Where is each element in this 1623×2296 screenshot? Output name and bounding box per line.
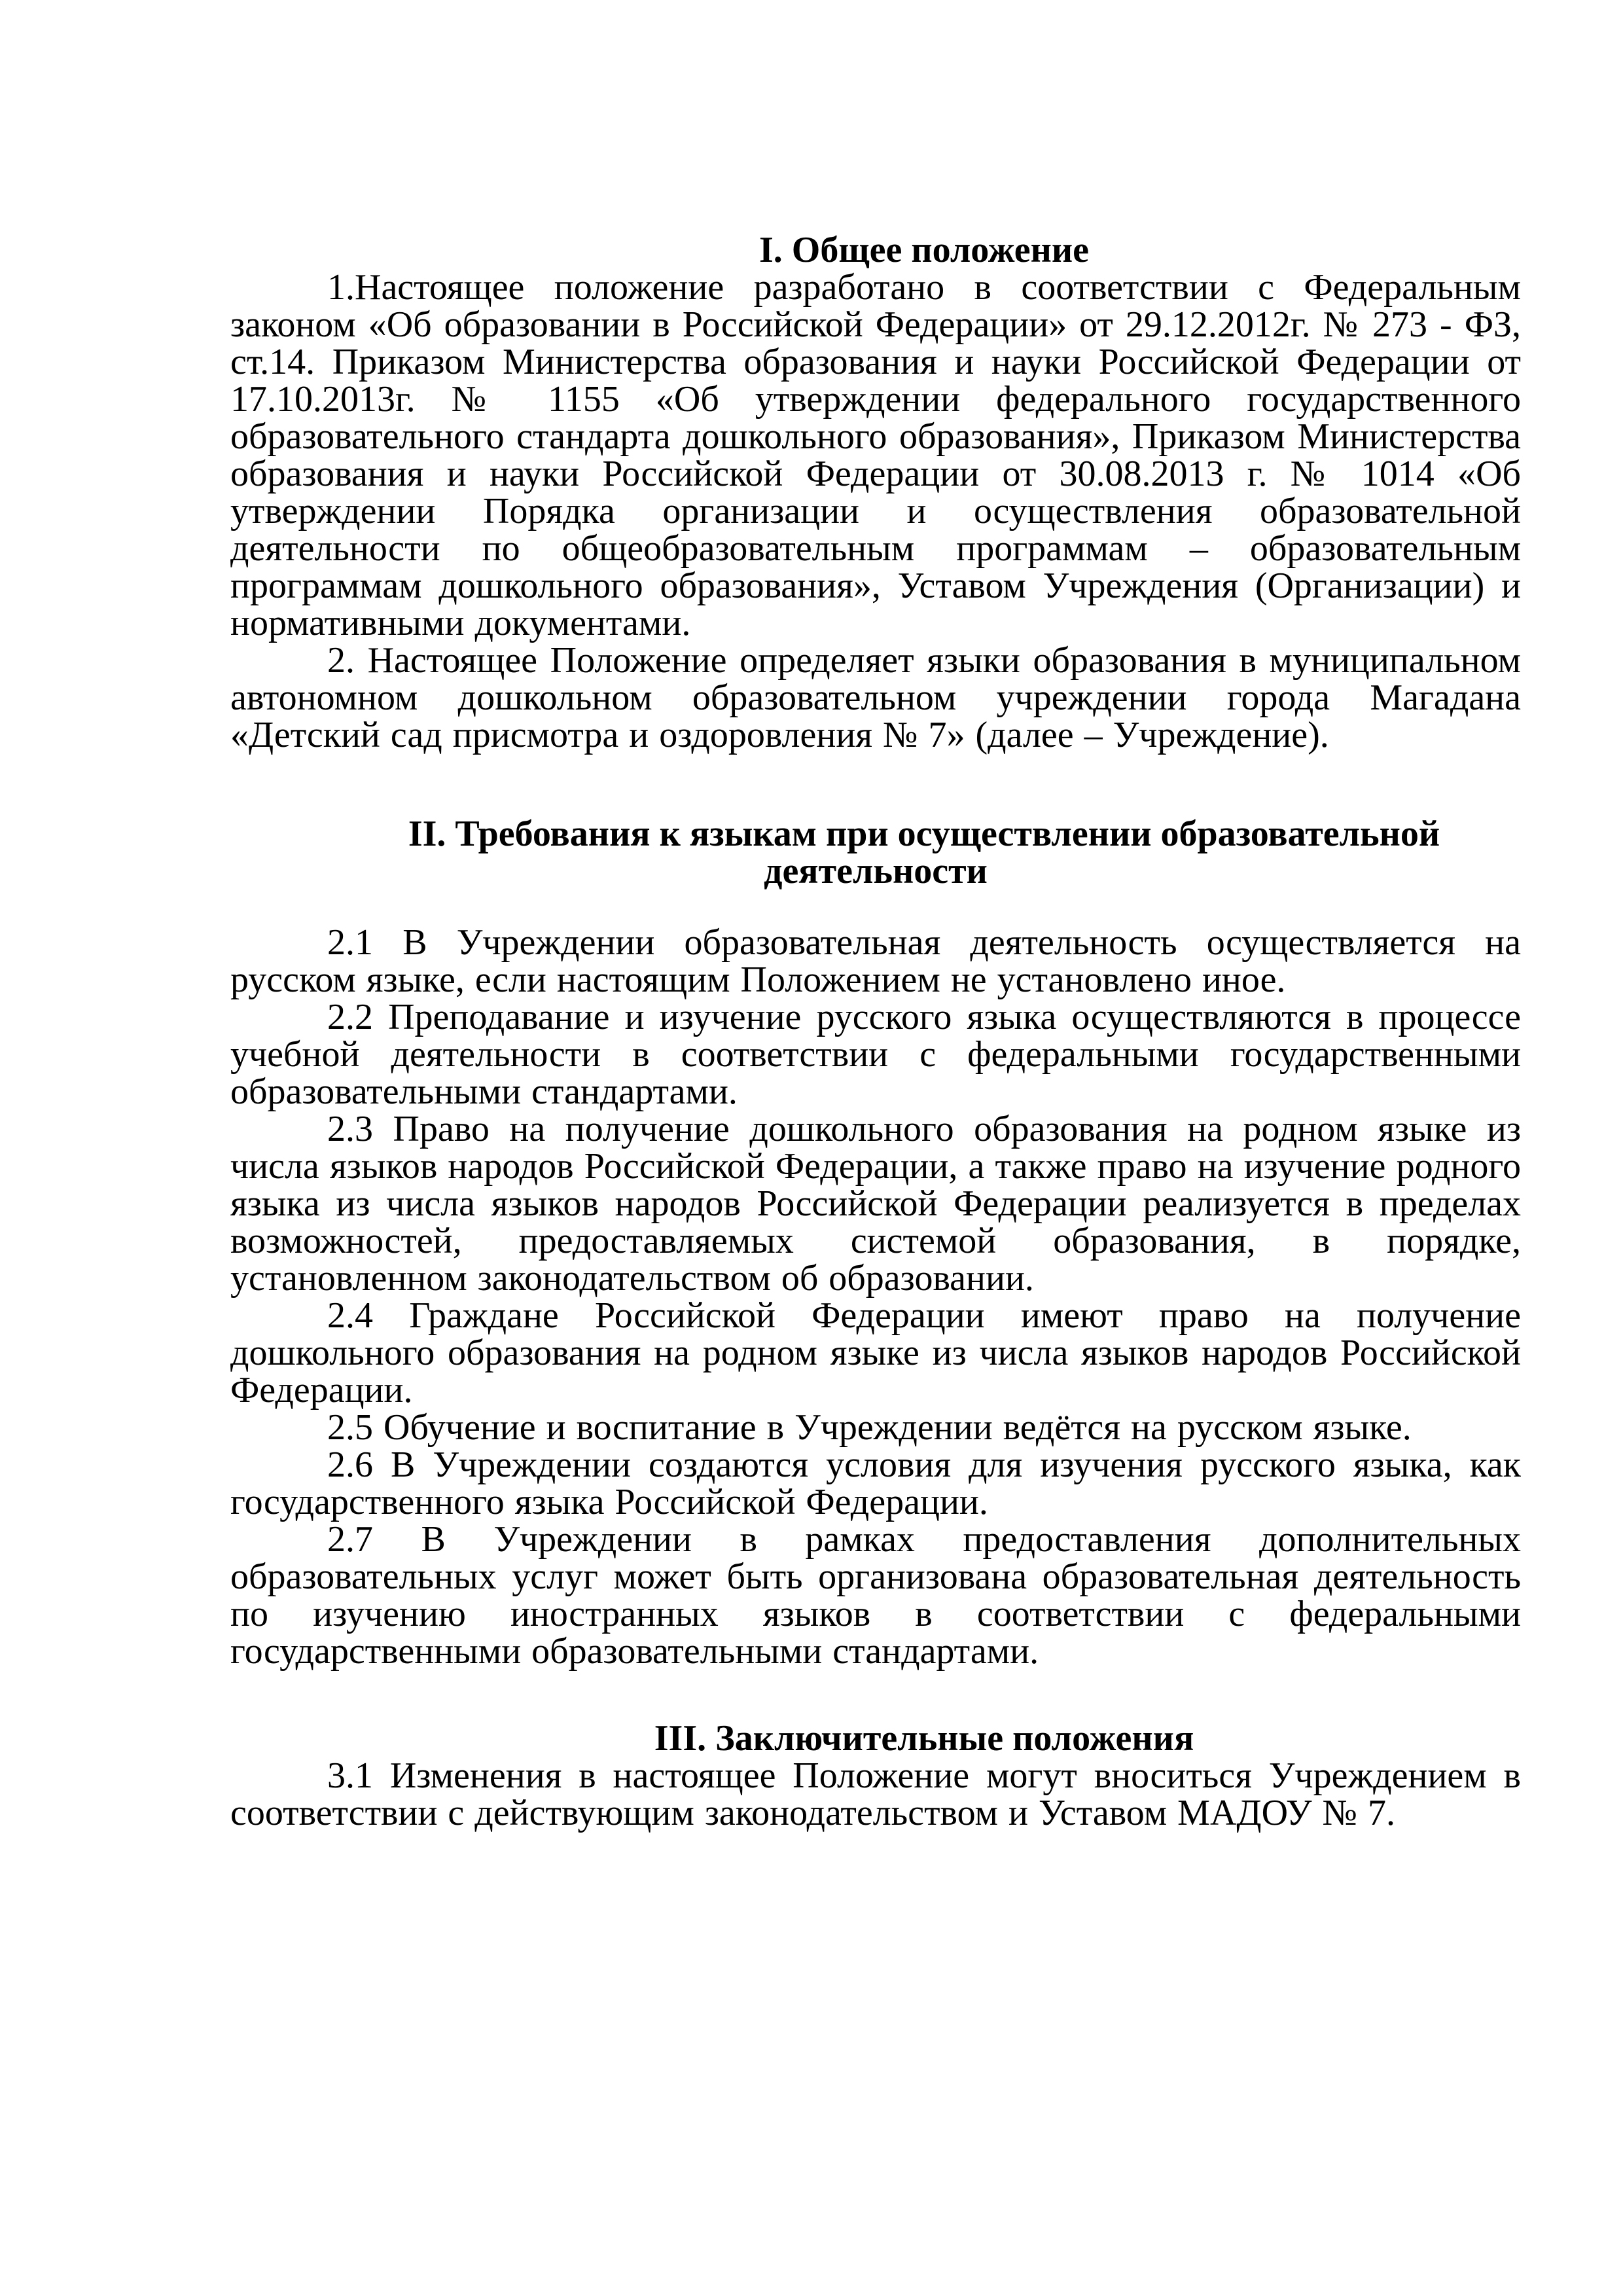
paragraph-2-2: 2.2 Преподавание и изучение русского языка осуществляются в процессе учебной деятельности в соответствии с федеральными государственными образовательными стандартами. [230, 997, 1521, 1112]
section-heading-requirements: II. Требования к языкам при осуществлении образовательной деятельности [408, 814, 1440, 891]
paragraph-1-2: 2. Настоящее Положение определяет языки образования в муниципальном автономном дошкольном образовательном учреждении города Магадана «Детский сад присмотра и оздоровления № 7» (далее – Учреждение). [230, 640, 1521, 755]
paragraph-2-4: 2.4 Граждане Российской Федерации имеют право на получение дошкольного образования на родном языке из числа языков народов Российской Федерации. [230, 1295, 1521, 1410]
paragraph-1-1: 1.Настоящее положение разработано в соответствии с Федеральным законом «Об образовании в Российской Федерации» от 29.12.2012г. № 273 - ФЗ, ст.14. Приказом Министерства образования и науки Российской Федерации от 17.10.2013г. № 1155 «Об утверждении федерального государственного образовательного стандарта дошкольного образования», Приказом Министерства образования и науки Российской Федерации от 30.08.2013 г. № 1014 «Об утверждении Порядка организации и осуществления образовательной деятельности по общеобразовательным программам – образовательным программам дошкольного образования», Уставом Учреждения (Организации) и нормативными документами. [230, 267, 1521, 643]
paragraph-3-1: 3.1 Изменения в настоящее Положение могут вноситься Учреждением в соответствии с действующим законодательством и Уставом МАДОУ № 7. [230, 1755, 1521, 1833]
document-content [230, 232, 1521, 1832]
paragraph-2-1: 2.1 В Учреждении образовательная деятельность осуществляется на русском языке, если настоящим Положением не установлено иное. [230, 922, 1521, 1000]
section-heading-final: III. Заключительные положения [654, 1718, 1194, 1759]
paragraph-2-6: 2.6 В Учреждении создаются условия для изучения русского языка, как государственного языка Российской Федерации. [230, 1444, 1521, 1522]
paragraph-2-5: 2.5 Обучение и воспитание в Учреждении ведётся на русском языке. [327, 1407, 1412, 1448]
section-heading-general: I. Общее положение [759, 230, 1089, 270]
paragraph-2-7: 2.7 В Учреждении в рамках предоставления дополнительных образовательных услуг может быть организована образовательная деятельность по изучению иностранных языков в соответствии с федеральными государственными образовательными стандартами. [230, 1519, 1521, 1672]
paragraph-2-3: 2.3 Право на получение дошкольного образования на родном языке из числа языков народов Российской Федерации, а также право на изучение родного языка из числа языков народов Российской Федерации реализуется в пределах возможностей, предоставляемых системой образования, в порядке, установленном законодательством об образовании. [230, 1109, 1521, 1299]
